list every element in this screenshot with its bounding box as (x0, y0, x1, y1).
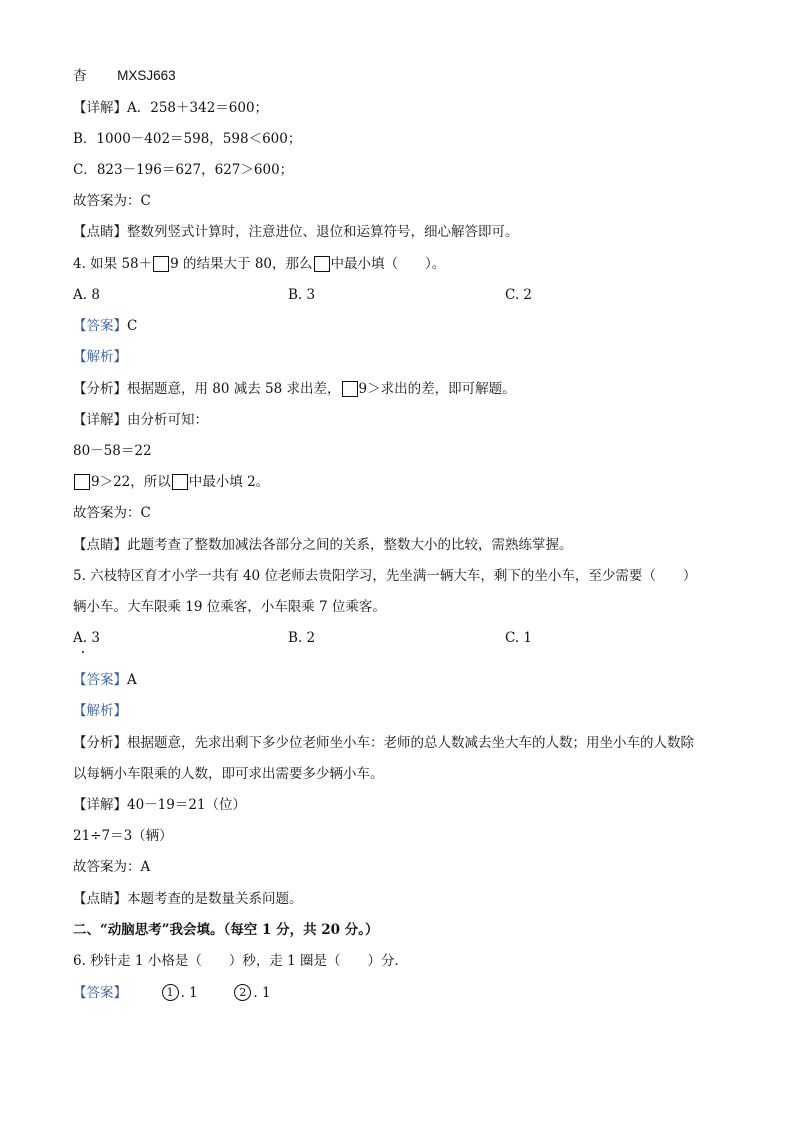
q5-option-b: B. 2 (288, 630, 316, 646)
q3-detail-a: A．258＋342＝600； (127, 100, 269, 116)
q6-answer (73, 983, 271, 1003)
header-line (73, 66, 176, 86)
section-heading: 二、“动脑思考”我会填。（每空 1 分，共 20 分。） (73, 922, 379, 938)
q4-stem-b: 9 的结果大于 80，那么 (170, 256, 313, 272)
blank-box (314, 256, 330, 272)
q4-answer (73, 316, 137, 336)
q5-stem-line1: 5. 六枝特区育才小学一共有 40 位老师去贵阳学习，先坐满一辆大车，剩下的坐小车，至少需要（ ） (73, 568, 697, 584)
q3-tip-line (73, 222, 519, 242)
q5-fenxi-1: 根据题意，先求出剩下多少位老师坐小车：老师的总人数减去坐大车的人数；用坐小车的人数除 (127, 735, 694, 751)
q3-line-c: C．823－196＝627，627＞600； (73, 162, 294, 178)
q4-detail (73, 410, 208, 430)
q4-stem-c: 中最小填（ ）。 (330, 256, 446, 272)
header-char: 杳 (73, 68, 87, 84)
analysis-tag: 【解析】 (73, 703, 127, 719)
detail-tag: 【详解】 (73, 100, 127, 116)
q4-fenxi-a: 根据题意，用 80 减去 58 求出差， (127, 381, 341, 397)
answer-tag: 【答案】 (73, 672, 127, 688)
q6-answer-1: . 1 (180, 985, 198, 1001)
q4-fenxi-b: 9＞求出的差，即可解题。 (358, 381, 516, 397)
q5-option-a: A. 3 (73, 630, 100, 646)
q6-answer-2: . 1 (253, 985, 271, 1001)
tip-tag: 【点睛】 (73, 537, 127, 553)
q5-answer-line: 故答案为：A (73, 859, 151, 875)
blank-box (74, 474, 90, 490)
q5-detail-text: 40－19＝21（位） (127, 797, 247, 813)
q4-stem-a: 4. 如果 58＋ (73, 256, 153, 272)
q4-conclusion (73, 472, 269, 492)
q4-answer-line: 故答案为：C (73, 505, 151, 521)
tip-tag: 【点睛】 (73, 891, 127, 907)
q5-option-c: C. 1 (505, 630, 533, 646)
q4-fenxi (73, 379, 516, 399)
q4-analysis-tag (73, 347, 127, 367)
q4-option-b: B. 3 (288, 287, 316, 303)
q5-answer (73, 670, 137, 690)
q3-tip-text: 整数列竖式计算时，注意进位、退位和运算符号，细心解答即可。 (127, 224, 519, 240)
fenxi-tag: 【分析】 (73, 735, 127, 751)
q4-answer-value: C (127, 318, 138, 334)
q5-detail (73, 795, 246, 815)
detail-tag: 【详解】 (73, 412, 127, 428)
q5-calc: 21÷7＝3（辆） (73, 828, 173, 844)
q4-stem (73, 254, 445, 274)
q4-concl-b: 中最小填 2。 (188, 474, 270, 490)
q4-option-a: A. 8 (73, 287, 100, 303)
q6-stem: 6. 秒针走 1 小格是（ ）秒，走 1 圈是（ ）分． (73, 953, 409, 969)
q5-stem-line2: 辆小车。大车限乘 19 位乘客，小车限乘 7 位乘客。 (73, 599, 386, 615)
q5-answer-value: A (127, 672, 137, 688)
q4-tip (73, 535, 573, 555)
q5-tip (73, 889, 303, 909)
circled-number-2: 2 (234, 984, 251, 1001)
circled-number-1: 1 (162, 984, 179, 1001)
answer-tag: 【答案】 (73, 985, 127, 1001)
q5-fenxi-line1 (73, 733, 694, 753)
fenxi-tag: 【分析】 (73, 381, 127, 397)
q4-option-c: C. 2 (505, 287, 533, 303)
analysis-tag: 【解析】 (73, 349, 127, 365)
q4-tip-text: 此题考查了整数加减法各部分之间的关系，整数大小的比较，需熟练掌握。 (127, 537, 573, 553)
q5-tip-text: 本题考查的是数量关系问题。 (127, 891, 303, 907)
answer-tag: 【答案】 (73, 318, 127, 334)
q4-concl-a: 9＞22，所以 (91, 474, 171, 490)
detail-tag: 【详解】 (73, 797, 127, 813)
blank-box (153, 256, 169, 272)
q3-answer-line: 故答案为：C (73, 193, 151, 209)
q4-calc: 80－58＝22 (73, 443, 152, 459)
blank-box (342, 381, 358, 397)
stray-dot (82, 651, 84, 653)
header-code: MXSJ663 (117, 68, 176, 83)
q5-analysis-tag (73, 701, 127, 721)
tip-tag: 【点睛】 (73, 224, 127, 240)
q3-detail-line (73, 98, 268, 118)
q5-fenxi-line2: 以每辆小车限乘的人数，即可求出需要多少辆小车。 (73, 766, 384, 782)
q4-detail-text: 由分析可知： (127, 412, 208, 428)
blank-box (172, 474, 188, 490)
q3-line-b: B．1000－402＝598，598＜600； (73, 131, 302, 147)
